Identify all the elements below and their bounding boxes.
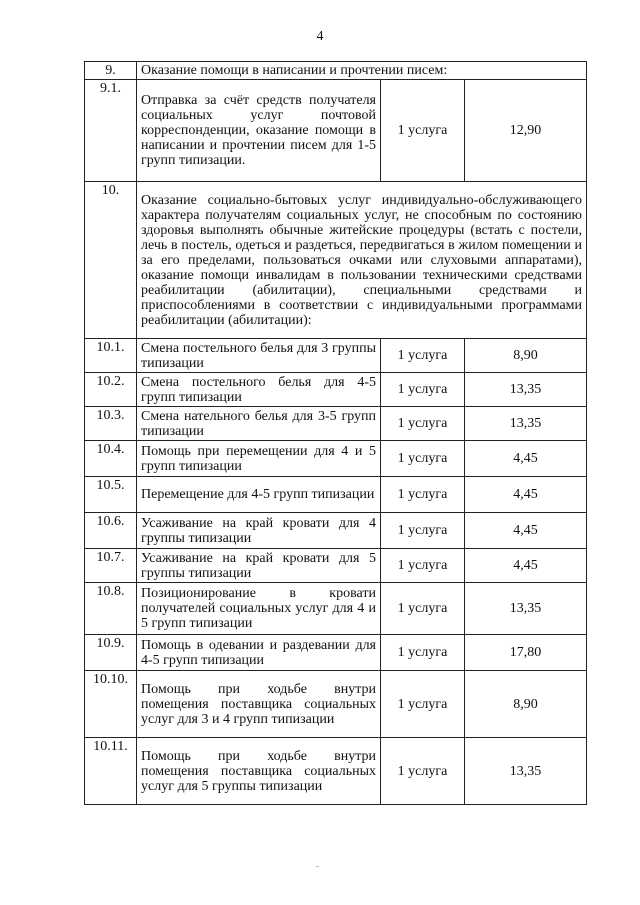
row-description: Оказание социально-бытовых услуг индивидуально-обслуживающего характера получателям социальных услуг, не способным по состоянию здоровья выполнять обычные житейские процедуры (встать с постели, лечь в постель, одеться и раздеться, передвигаться в жилом помещении и за его пределами, пользоваться очками или слуховыми аппаратами), оказание помощи инвалидам в пользовании техническими средствами реабилитации (абилитации), специальными средствами и приспособлениями в соответствии с индивидуальными программами реабилитации (абилитации): [137,182,587,339]
row-unit: 1 услуга [381,373,465,407]
table-row [85,62,587,80]
table-row [85,80,587,182]
row-description: Перемещение для 4-5 групп типизации [137,477,381,513]
table-row [85,635,587,671]
table-row [85,738,587,805]
row-description: Смена нательного белья для 3-5 групп типизации [137,407,381,441]
row-unit: 1 услуга [381,80,465,182]
row-description: Помощь в одевании и раздевании для 4-5 групп типизации [137,635,381,671]
row-price: 13,35 [465,583,587,635]
row-description: Позиционирование в кровати получателей социальных услуг для 4 и 5 групп типизации [137,583,381,635]
row-description: Помощь при перемещении для 4 и 5 групп типизации [137,441,381,477]
row-price: 4,45 [465,549,587,583]
row-number: 10.3. [85,407,137,441]
row-description: Смена постельного белья для 3 группы типизации [137,339,381,373]
row-price: 4,45 [465,513,587,549]
row-unit: 1 услуга [381,407,465,441]
table-row [85,441,587,477]
row-price: 12,90 [465,80,587,182]
page-number: 4 [316,29,324,44]
row-number: 10.10. [85,671,137,738]
row-number: 10.6. [85,513,137,549]
row-unit: 1 услуга [381,583,465,635]
row-description: Помощь при ходьбе внутри помещения поставщика социальных услуг для 5 группы типизации [137,738,381,805]
row-description: Отправка за счёт средств получателя социальных услуг почтовой корреспонденции, оказание помощи в написании и прочтении писем для 1-5 групп типизации. [137,80,381,182]
row-description: Помощь при ходьбе внутри помещения поставщика социальных услуг для 3 и 4 групп типизации [137,671,381,738]
row-unit: 1 услуга [381,671,465,738]
table-row [85,182,587,339]
row-unit: 1 услуга [381,477,465,513]
row-number: 10.9. [85,635,137,671]
table-row [85,671,587,738]
row-number: 10.7. [85,549,137,583]
row-number: 10. [85,182,137,339]
row-number: 10.5. [85,477,137,513]
row-description: Смена постельного белья для 4-5 групп типизации [137,373,381,407]
scan-speck [316,866,319,867]
row-description: Усаживание на край кровати для 4 группы типизации [137,513,381,549]
row-price: 8,90 [465,671,587,738]
table-row [85,549,587,583]
row-price: 4,45 [465,477,587,513]
row-unit: 1 услуга [381,513,465,549]
row-price: 13,35 [465,738,587,805]
row-number: 10.11. [85,738,137,805]
row-description: Усаживание на край кровати для 5 группы типизации [137,549,381,583]
row-number: 9. [85,62,137,80]
row-unit: 1 услуга [381,635,465,671]
row-number: 10.8. [85,583,137,635]
row-price: 17,80 [465,635,587,671]
row-price: 4,45 [465,441,587,477]
row-price: 8,90 [465,339,587,373]
row-unit: 1 услуга [381,738,465,805]
row-number: 10.4. [85,441,137,477]
row-unit: 1 услуга [381,339,465,373]
row-number: 9.1. [85,80,137,182]
table-row [85,513,587,549]
table-row [85,477,587,513]
row-number: 10.2. [85,373,137,407]
row-unit: 1 услуга [381,549,465,583]
row-unit: 1 услуга [381,441,465,477]
row-number: 10.1. [85,339,137,373]
services-table [84,61,587,805]
row-price: 13,35 [465,407,587,441]
table-row [85,583,587,635]
row-price: 13,35 [465,373,587,407]
table-row [85,407,587,441]
table-row [85,339,587,373]
row-description: Оказание помощи в написании и прочтении писем: [137,62,587,80]
table-row [85,373,587,407]
